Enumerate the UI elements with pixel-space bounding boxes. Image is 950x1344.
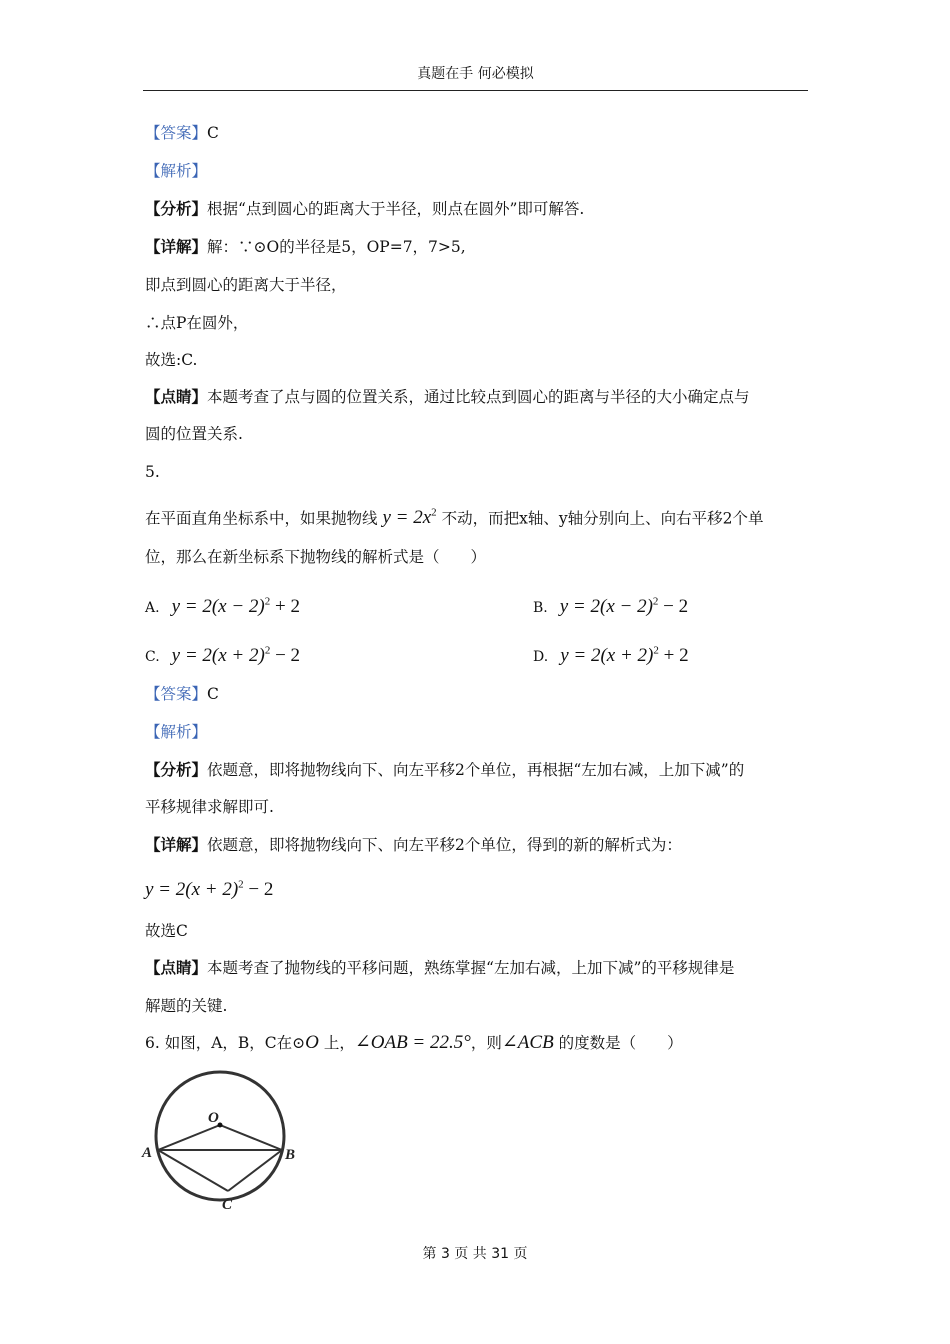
- label-c: C: [222, 1197, 233, 1213]
- header-title: 真题在手 何必模拟: [417, 66, 534, 82]
- q4-line4: 故选:C.: [145, 351, 198, 369]
- result-formula-body: y = 2(x + 2): [145, 879, 239, 901]
- option-formula: [560, 596, 688, 617]
- result-formula: [145, 879, 273, 900]
- footer-page-number: 第 3 页 共 31 页: [422, 1246, 528, 1262]
- q5-result-formula: [145, 874, 273, 901]
- option-formula: [172, 596, 300, 617]
- q5-analysis-heading: [145, 721, 207, 743]
- option-b[interactable]: [533, 590, 688, 620]
- dianjing-text: 本题考查了抛物线的平移问题，熟练掌握“左加右减，上加下减”的平移规律是: [207, 959, 735, 977]
- q5-stem: [145, 502, 763, 529]
- stem-formula-body: y = 2x: [382, 507, 432, 529]
- stem-angle-body: ∠OAB = 22.5°: [354, 1032, 471, 1053]
- dianjing-tag: 【点睛】: [145, 387, 208, 406]
- q5-xiangjie: [145, 834, 682, 856]
- analysis-tag: 【解析】: [145, 162, 208, 180]
- option-formula-tail: + 2: [270, 596, 300, 618]
- answer-value: C: [207, 685, 219, 703]
- q5-dianjing: [145, 957, 734, 979]
- segment-ao: [158, 1125, 220, 1150]
- xiangjie-tag: 【详解】: [145, 835, 208, 854]
- result-formula-exp: 2: [238, 879, 244, 891]
- fenxi-text: 根据“点到圆心的距离大于半径，则点在圆外”即可解答.: [207, 200, 585, 218]
- option-formula: [560, 645, 688, 666]
- xiangjie-text: 依题意，即将抛物线向下、向左平移2个单位，得到的新的解析式为：: [207, 836, 682, 854]
- q4-line3: ∴点P在圆外，: [145, 314, 249, 332]
- q5-fenxi-line2: 平移规律求解即可.: [145, 798, 274, 816]
- option-formula-tail: − 2: [658, 596, 689, 618]
- stem-text-c: ，则: [470, 1034, 502, 1052]
- q4-dianjing-line2: 圆的位置关系.: [145, 425, 243, 443]
- q5-answer: [145, 683, 219, 705]
- option-c[interactable]: [145, 639, 300, 669]
- q5-fenxi: [145, 759, 744, 781]
- segment-ob: [220, 1125, 282, 1150]
- stem-text-d: 的度数是（ ）: [553, 1034, 683, 1052]
- xiangjie-text: 解：∵⊙O的半径是5，OP=7，7>5,: [207, 238, 466, 256]
- stem-text-a: 在平面直角坐标系中，如果抛物线: [145, 509, 378, 528]
- fenxi-tag: 【分析】: [145, 199, 208, 218]
- stem-formula: [382, 507, 436, 528]
- stem-angle2-body: ∠ACB: [501, 1032, 554, 1053]
- q5-number: 5.: [145, 463, 160, 481]
- stem-formula-exp: 2: [431, 507, 437, 519]
- circle-figure: [140, 1058, 305, 1218]
- q4-dianjing: [145, 386, 750, 408]
- option-formula-exp: 2: [264, 596, 271, 608]
- q4-xiangjie: [145, 236, 466, 258]
- dianjing-text: 本题考查了点与圆的位置关系，通过比较点到圆心的距离与半径的大小确定点与: [207, 388, 750, 406]
- page-footer: [0, 1243, 950, 1263]
- option-formula-body: y = 2(x − 2): [559, 596, 653, 618]
- label-a: A: [142, 1145, 153, 1161]
- label-b: B: [285, 1147, 296, 1163]
- stem-angle2: [502, 1032, 554, 1053]
- option-letter: A.: [145, 600, 160, 617]
- segment-ac: [158, 1150, 228, 1191]
- stem-text-a: 6. 如图，A，B，C在⊙: [145, 1034, 306, 1052]
- stem-circle-o: [305, 1032, 319, 1053]
- analysis-tag: 【解析】: [145, 723, 208, 741]
- option-letter: D.: [533, 649, 549, 666]
- stem-text-b: 上，: [318, 1034, 355, 1052]
- option-formula-exp: 2: [264, 645, 271, 657]
- option-letter: C.: [145, 649, 160, 666]
- label-o: O: [208, 1110, 219, 1126]
- option-formula-body: y = 2(x + 2): [560, 645, 654, 667]
- xiangjie-tag: 【详解】: [145, 237, 208, 256]
- q5-choose: 故选C: [145, 922, 188, 940]
- option-formula-body: y = 2(x + 2): [171, 645, 265, 667]
- answer-tag: 【答案】: [145, 124, 208, 142]
- option-formula-body: y = 2(x − 2): [171, 596, 265, 618]
- q4-analysis-heading: [145, 160, 207, 182]
- stem-text-b: 不动，而把x轴、y轴分别向上、向右平移2个单: [441, 509, 764, 528]
- stem-circle-o-letter: O: [305, 1032, 319, 1053]
- stem-angle: [355, 1032, 471, 1053]
- option-a[interactable]: [145, 590, 300, 620]
- fenxi-tag: 【分析】: [145, 760, 208, 779]
- option-formula-exp: 2: [653, 645, 659, 657]
- q5-stem-line2: 位，那么在新坐标系下抛物线的解析式是（ ）: [145, 548, 487, 566]
- q4-line2: 即点到圆心的距离大于半径，: [145, 276, 347, 294]
- option-formula-tail: − 2: [270, 645, 301, 667]
- option-formula-tail: + 2: [658, 645, 689, 667]
- page-header: [143, 64, 808, 91]
- option-letter: B.: [533, 600, 548, 617]
- option-d[interactable]: [533, 639, 689, 669]
- q6-stem: [145, 1032, 683, 1054]
- q4-fenxi: [145, 198, 584, 220]
- option-formula-exp: 2: [652, 596, 659, 608]
- q4-answer: [145, 122, 219, 144]
- q5-dianjing-line2: 解题的关键.: [145, 997, 228, 1015]
- fenxi-text: 依题意，即将抛物线向下、向左平移2个单位，再根据“左加右减，上加下减”的: [207, 761, 745, 779]
- dianjing-tag: 【点睛】: [145, 958, 208, 977]
- result-formula-tail: − 2: [243, 879, 274, 901]
- answer-tag: 【答案】: [145, 685, 208, 703]
- circle-o: [156, 1072, 284, 1200]
- answer-value: C: [207, 124, 219, 142]
- option-formula: [172, 645, 300, 666]
